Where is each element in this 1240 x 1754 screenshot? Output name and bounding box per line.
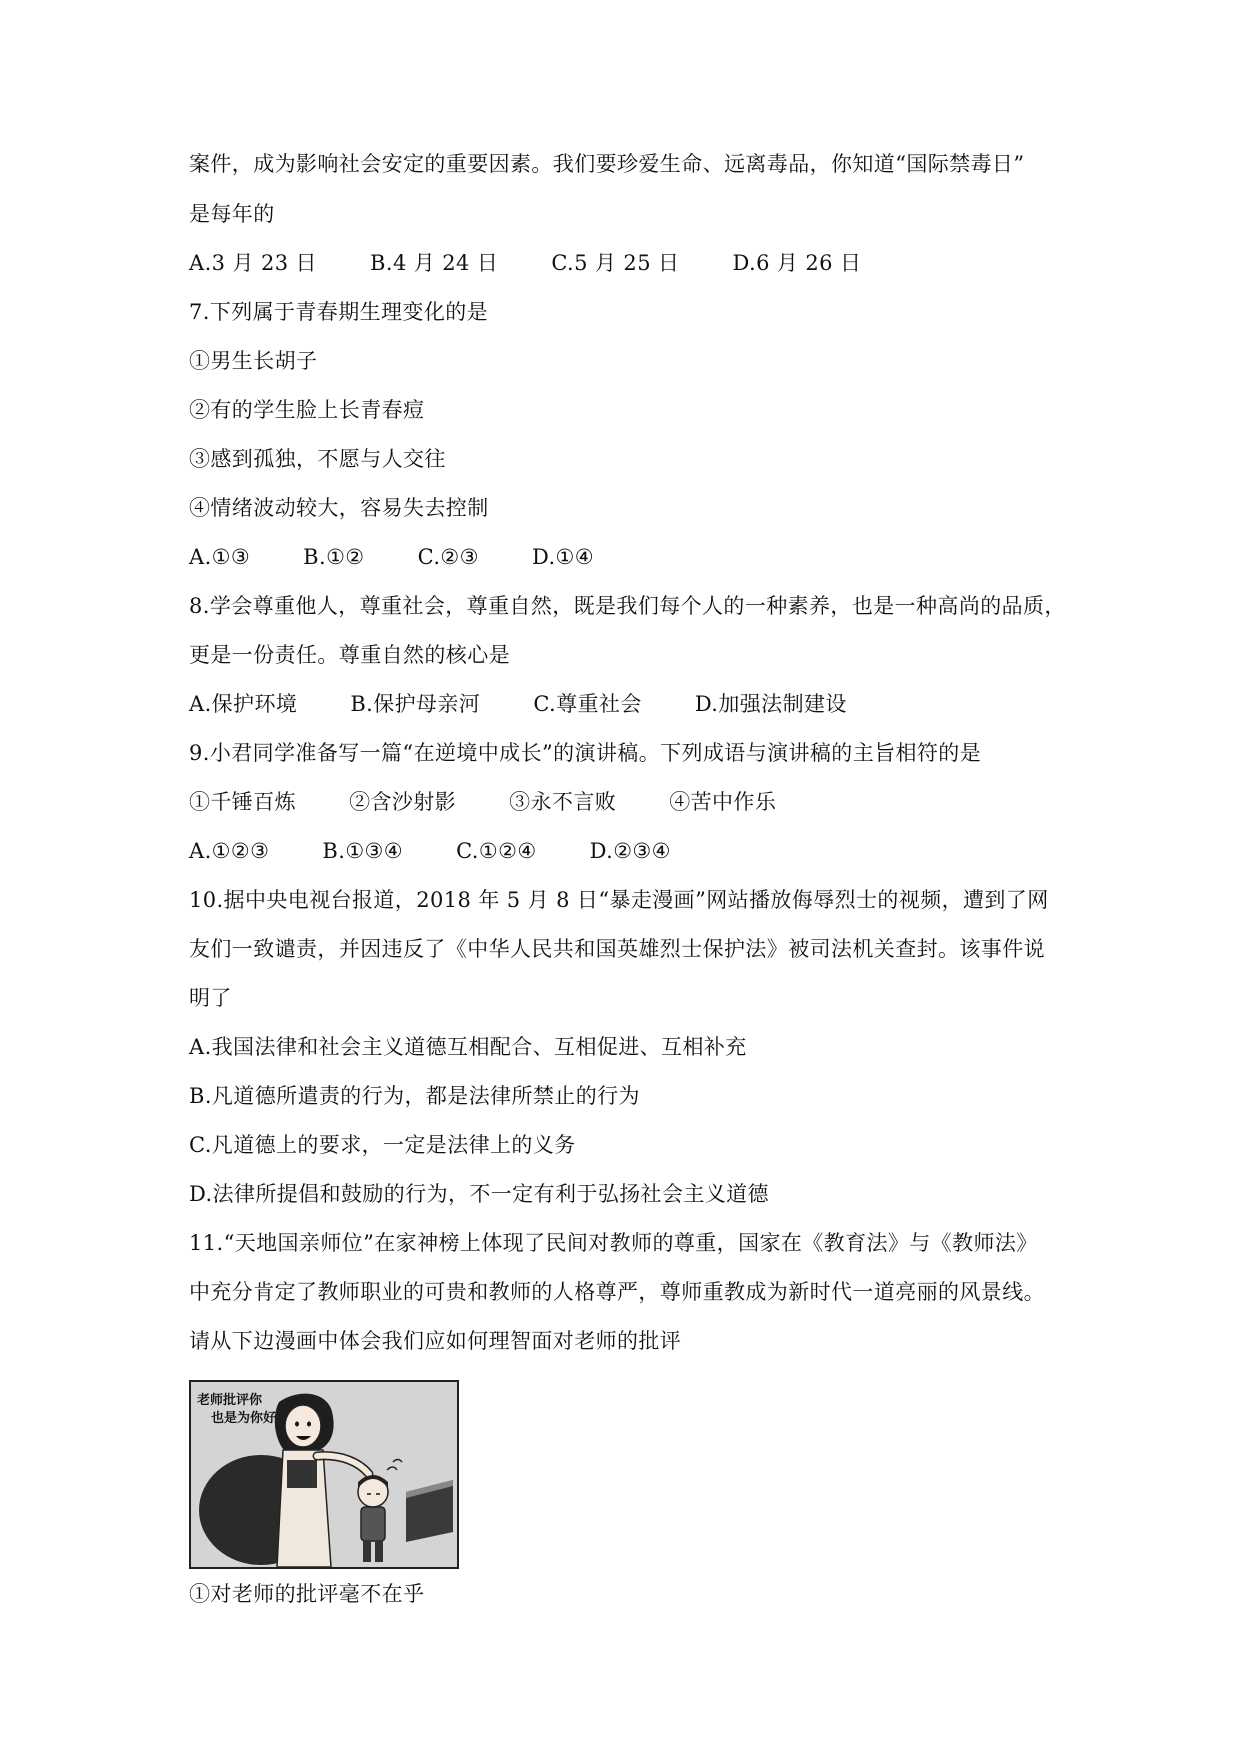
q7-stem: 7.下列属于青春期生理变化的是 [189,300,489,324]
q8-option-c: C.尊重社会 [533,692,642,716]
q7-item-1: ①男生长胡子 [189,349,318,373]
q10-line3: 明了 [189,986,232,1010]
q9-options [189,837,671,865]
q9-item-2: ②含沙射影 [349,790,457,814]
q11-line2: 中充分肯定了教师职业的可贵和教师的人格尊严，尊师重教成为新时代一道亮丽的风景线。 [189,1280,1045,1304]
q8-option-a: A.保护环境 [189,692,298,716]
cartoon-caption-line1: 老师批评你 [197,1393,263,1408]
q9-option-c: C.①②④ [456,839,537,863]
q10-option-b: B.凡道德所遣责的行为，都是法律所禁止的行为 [189,1084,640,1108]
q9-item-3: ③永不言败 [509,790,617,814]
q6-option-c: C.5 月 25 日 [551,251,680,275]
q8-option-b: B.保护母亲河 [350,692,481,716]
q6-line2: 是每年的 [189,202,275,226]
q8-options [189,690,847,718]
q6-option-a: A.3 月 23 日 [189,251,317,275]
q10-option-c: C.凡道德上的要求，一定是法律上的义务 [189,1133,576,1157]
teacher-criticism-cartoon [189,1380,459,1569]
q9-stem: 9.小君同学准备写一篇“在逆境中成长”的演讲稿。下列成语与演讲稿的主旨相符的是 [189,741,982,765]
q8-line1: 8.学会尊重他人，尊重社会，尊重自然，既是我们每个人的一种素养，也是一种高尚的品质， [189,594,1066,618]
q10-option-a: A.我国法律和社会主义道德互相配合、互相促进、互相补充 [189,1035,747,1059]
q7-option-d: D.①④ [531,545,594,569]
q8-line2: 更是一份责任。尊重自然的核心是 [189,643,510,667]
q6-options [189,249,861,277]
q8-option-d: D.加强法制建设 [694,692,847,716]
q7-options [189,543,594,571]
q9-option-a: A.①②③ [189,839,270,863]
q9-item-1: ①千锤百炼 [189,790,296,814]
q9-items [189,788,776,816]
q7-item-3: ③感到孤独，不愿与人交往 [189,447,446,471]
q7-item-4: ④情绪波动较大，容易失去控制 [189,496,489,520]
q11-line1: 11.“天地国亲师位”在家神榜上体现了民间对教师的尊重，国家在《教育法》与《教师法》 [189,1231,1038,1255]
q10-line1: 10.据中央电视台报道，2018 年 5 月 8 日“暴走漫画”网站播放侮辱烈士的视频，遭到了网 [189,888,1049,912]
q6-line1: 案件，成为影响社会安定的重要因素。我们要珍爱生命、远离毒品，你知道“国际禁毒日” [189,152,1025,176]
q9-option-d: D.②③④ [589,839,671,863]
cartoon-caption-line2: 也是为你好 [211,1411,277,1426]
q9-item-4: ④苦中作乐 [669,790,777,814]
cartoon-illustration [191,1382,457,1567]
q7-item-2: ②有的学生脸上长青春痘 [189,398,425,422]
q7-option-b: B.①② [303,545,365,569]
q6-option-d: D.6 月 26 日 [732,251,862,275]
q11-line3: 请从下边漫画中体会我们应如何理智面对老师的批评 [189,1329,682,1353]
q6-option-b: B.4 月 24 日 [370,251,499,275]
q7-option-a: A.①③ [189,545,251,569]
q10-line2: 友们一致谴责，并因违反了《中华人民共和国英雄烈士保护法》被司法机关查封。该事件说 [189,937,1045,961]
q10-option-d: D.法律所提倡和鼓励的行为，不一定有利于弘扬社会主义道德 [189,1182,769,1206]
q9-option-b: B.①③④ [322,839,403,863]
q7-option-c: C.②③ [417,545,479,569]
q11-item-1: ①对老师的批评毫不在乎 [189,1582,425,1606]
